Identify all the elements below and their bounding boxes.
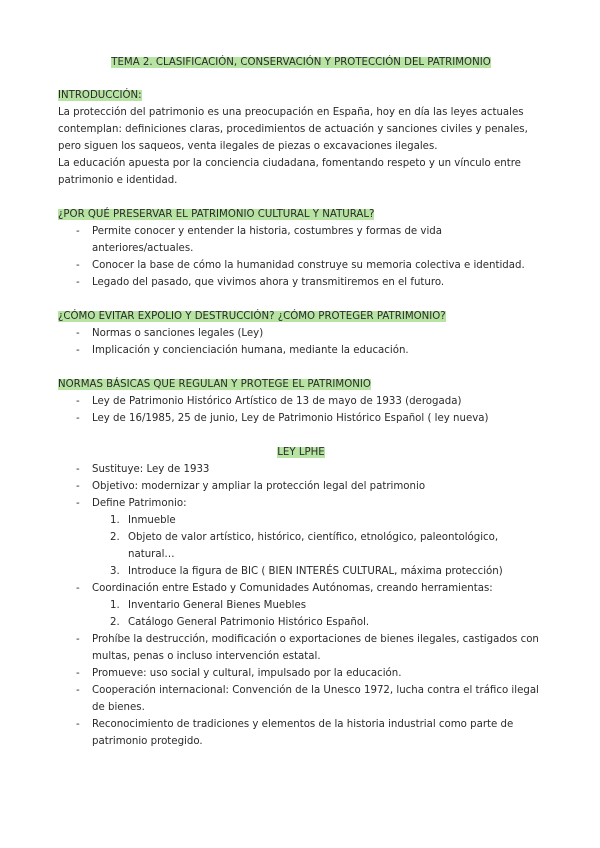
how-heading-line <box>58 308 544 325</box>
list-item: - Normas o sanciones legales (Ley) <box>58 325 544 342</box>
list-item: - Prohíbe la destrucción, modificación o exportaciones de bienes ilegales, castigados con multas, penas o incluso intervención estatal. <box>58 631 544 665</box>
list-item: - Cooperación internacional: Convención de la Unesco 1972, lucha contra el tráfico ilegal de bienes. <box>58 682 544 716</box>
norms-heading-line <box>58 376 544 393</box>
list-item: - Permite conocer y entender la historia, costumbres y formas de vida anteriores/actuales. <box>58 223 544 257</box>
list-item: - Legado del pasado, que vivimos ahora y transmitiremos en el futuro. <box>58 274 544 291</box>
why-heading-line <box>58 206 544 223</box>
how-list <box>58 325 544 359</box>
list-item: - Objetivo: modernizar y ampliar la protección legal del patrimonio <box>58 478 544 495</box>
list-item <box>58 495 544 580</box>
define-patrimonio-label: Define Patrimonio: <box>92 498 187 509</box>
norms-section <box>58 376 544 427</box>
lphe-heading: LEY LPHE <box>277 447 325 458</box>
document-title: TEMA 2. CLASIFICACIÓN, CONSERVACIÓN Y PROTECCIÓN DEL PATRIMONIO <box>111 57 491 68</box>
coordination-label: Coordinación entre Estado y Comunidades Autónomas, creando herramientas: <box>92 583 493 594</box>
list-item: - Sustituye: Ley de 1933 <box>58 461 544 478</box>
norms-heading: NORMAS BÁSICAS QUE REGULAN Y PROTEGE EL PATRIMONIO <box>58 379 371 390</box>
intro-heading: INTRODUCCIÓN: <box>58 90 142 101</box>
list-item <box>58 580 544 631</box>
lphe-section <box>58 444 544 750</box>
why-section <box>58 206 544 291</box>
intro-section <box>58 87 544 189</box>
list-item: - Ley de 16/1985, 25 de junio, Ley de Patrimonio Histórico Español ( ley nueva) <box>58 410 544 427</box>
why-heading: ¿POR QUÉ PRESERVAR EL PATRIMONIO CULTURAL Y NATURAL? <box>58 209 375 220</box>
lphe-list <box>58 461 544 750</box>
numbered-item: 1. Inventario General Bienes Muebles <box>110 600 307 611</box>
numbered-item: 2. Objeto de valor artístico, histórico, científico, etnológico, paleontológico, natural… <box>110 532 499 560</box>
intro-paragraph-1: La protección del patrimonio es una preocupación en España, hoy en día las leyes actuales contemplan: definiciones claras, procedimientos de actuación y sanciones civiles y penales, pero siguen los saqueos, venta ilegales de piezas o excavaciones ilegales. <box>58 107 528 152</box>
document-title-line <box>58 54 544 71</box>
list-item: - Ley de Patrimonio Histórico Artístico de 13 de mayo de 1933 (derogada) <box>58 393 544 410</box>
tools-sublist <box>92 597 544 631</box>
numbered-item: 3. Introduce la figura de BIC ( BIEN INTERÉS CULTURAL, máxima protección) <box>110 566 503 577</box>
how-heading: ¿CÓMO EVITAR EXPOLIO Y DESTRUCCIÓN? ¿CÓMO PROTEGER PATRIMONIO? <box>58 311 446 322</box>
list-item: - Promueve: uso social y cultural, impulsado por la educación. <box>58 665 544 682</box>
numbered-item: 2. Catálogo General Patrimonio Histórico Español. <box>110 617 370 628</box>
lphe-heading-line <box>58 444 544 461</box>
list-item: - Implicación y concienciación humana, mediante la educación. <box>58 342 544 359</box>
numbered-item: 1. Inmueble <box>110 515 176 526</box>
how-section <box>58 308 544 359</box>
intro-heading-line <box>58 87 544 104</box>
why-list <box>58 223 544 291</box>
list-item: - Conocer la base de cómo la humanidad construye su memoria colectiva e identidad. <box>58 257 544 274</box>
list-item: - Reconocimiento de tradiciones y elementos de la historia industrial como parte de patrimonio protegido. <box>58 716 544 750</box>
intro-paragraph-2: La educación apuesta por la conciencia ciudadana, fomentando respeto y un vínculo entre patrimonio e identidad. <box>58 158 521 186</box>
norms-list <box>58 393 544 427</box>
define-sublist <box>92 512 544 580</box>
